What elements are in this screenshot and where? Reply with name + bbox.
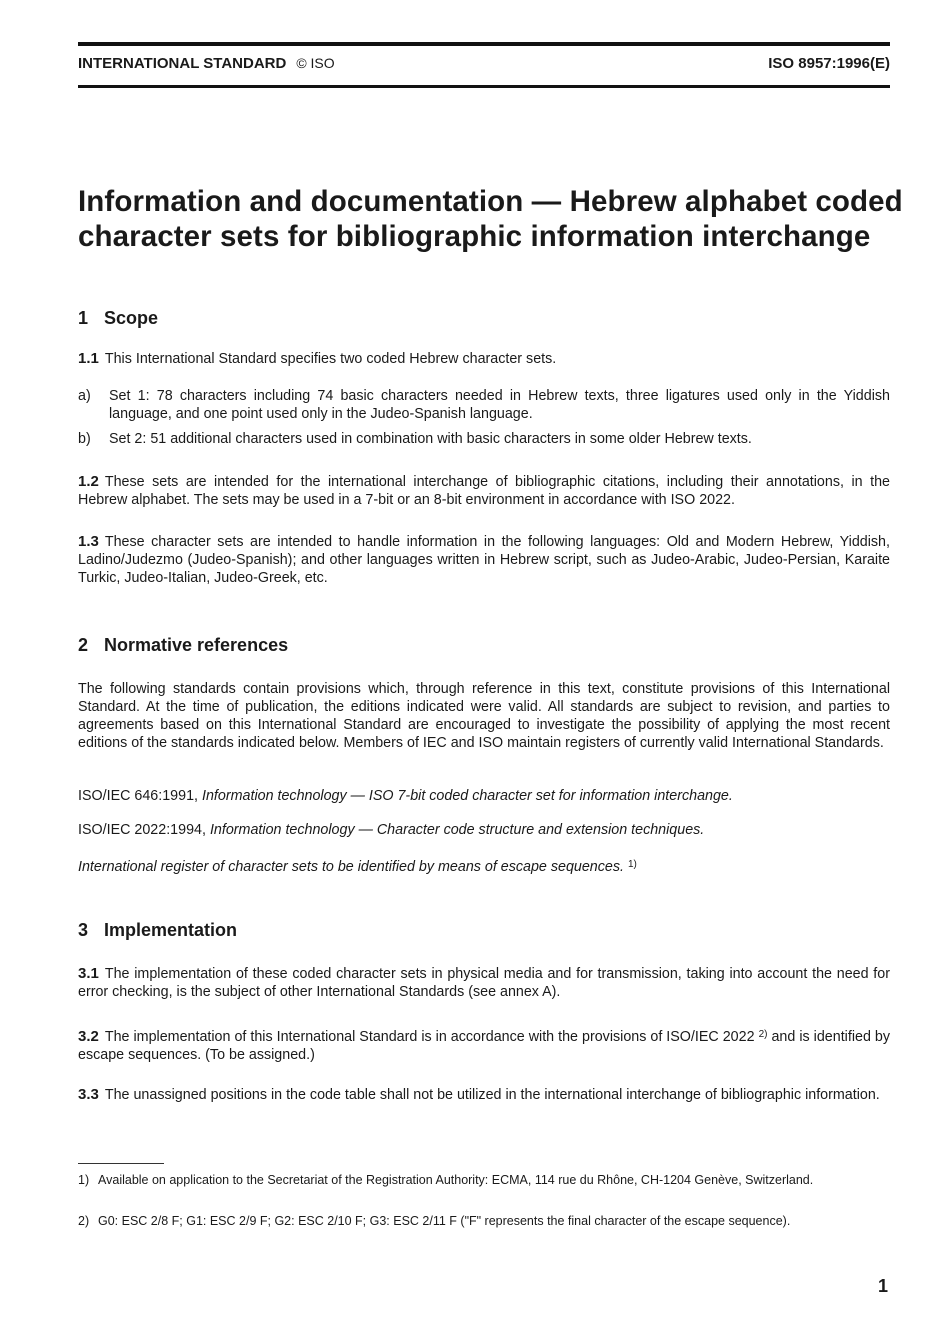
section-heading-scope: 1 Scope — [78, 308, 159, 328]
normative-references-intro: The following standards contain provisions which, through reference in this text, constitute provisions of this International Standard. At the time of publication, the editions indicated were valid. All standards are subject to revision, and parties to agreements based on this International Standard are encouraged to investigate the possibility of applying the most recent editions of the standards indicated below. Members of IEC and ISO maintain registers of currently valid International Standards. — [78, 681, 890, 751]
list-item-a: a) Set 1: 78 characters including 74 basic characters needed in Hebrew texts, three ligatures used only in the Yiddish language, and one point used only in the Judeo-Spanish language. — [78, 388, 890, 422]
footnote-1: 1) Available on application to the Secretariat of the Registration Authority: ECMA, 114 rue du Rhône, CH-1204 Genève, Switzerland. — [78, 1173, 814, 1187]
clause-3-1: 3.1 The implementation of these coded character sets in physical media and for transmission, taking into account the need for error checking, is the subject of other International Standards (see annex A). — [78, 965, 890, 1000]
clause-3-3: 3.3 The unassigned positions in the code table shall not be utilized in the international interchange of bibliographic information. — [78, 1086, 880, 1103]
section-heading-implementation: 3 Implementation — [78, 920, 238, 940]
footnote-ref-2: 2) — [758, 1029, 768, 1040]
reference-iso-646: ISO/IEC 646:1991, Information technology — ISO 7-bit coded character set for information interchange. — [78, 788, 733, 804]
clause-1-3: 1.3 These character sets are intended to handle information in the following languages: Old and Modern Hebrew, Yiddish, Ladino/Judezmo (Judeo-Spanish); and other languages written in Hebrew script, such as Judeo-Arabic, Judeo-Persian, Karaite Turkic, Judeo-Italian, Judeo-Greek, etc. — [78, 533, 890, 586]
clause-3-2: 3.2 The implementation of this International Standard is in accordance with the provisions of ISO/IEC 2022 $^{2)}$ and is identified by escape sequences. (To be assigned.) — [78, 1028, 890, 1063]
reference-iso-2022: ISO/IEC 2022:1994, Information technology — Character code structure and extension techniques. — [78, 822, 705, 838]
section-heading-normative-references: 2 Normative references — [78, 635, 289, 655]
clause-1-1: 1.1 This International Standard specifies two coded Hebrew character sets. — [78, 350, 557, 367]
page-number: 1 — [877, 1276, 888, 1296]
clause-1-2: 1.2 These sets are intended for the international interchange of bibliographic citations, including their annotations, in the Hebrew alphabet. The sets may be used in a 7-bit or an 8-bit environment in accordance with ISO 2022. — [78, 473, 890, 508]
list-item-b: b) Set 2: 51 additional characters used in combination with basic characters in some older Hebrew texts. — [78, 431, 752, 447]
header-standard-number: ISO 8957:1996(E) — [768, 55, 890, 72]
header-copyright: © ISO — [296, 55, 335, 71]
document-title: Information and documentation — Hebrew alphabet coded character sets for bibliographic information interchange — [78, 185, 903, 253]
header-left: INTERNATIONAL STANDARD © ISO — [78, 55, 335, 72]
header-rule-top — [78, 42, 890, 46]
reference-escape-register: International register of character sets to be identified by means of escape sequences. $^{1)}$ — [78, 859, 637, 875]
footnote-2: 2) G0: ESC 2/8 F; G1: ESC 2/9 F; G2: ESC 2/10 F; G3: ESC 2/11 F ("F" represents the final character of the escape sequence). — [78, 1214, 791, 1228]
footnote-ref-1: 1) — [627, 859, 637, 870]
footnote-separator — [78, 1163, 164, 1164]
header-rule-bottom — [78, 85, 890, 88]
